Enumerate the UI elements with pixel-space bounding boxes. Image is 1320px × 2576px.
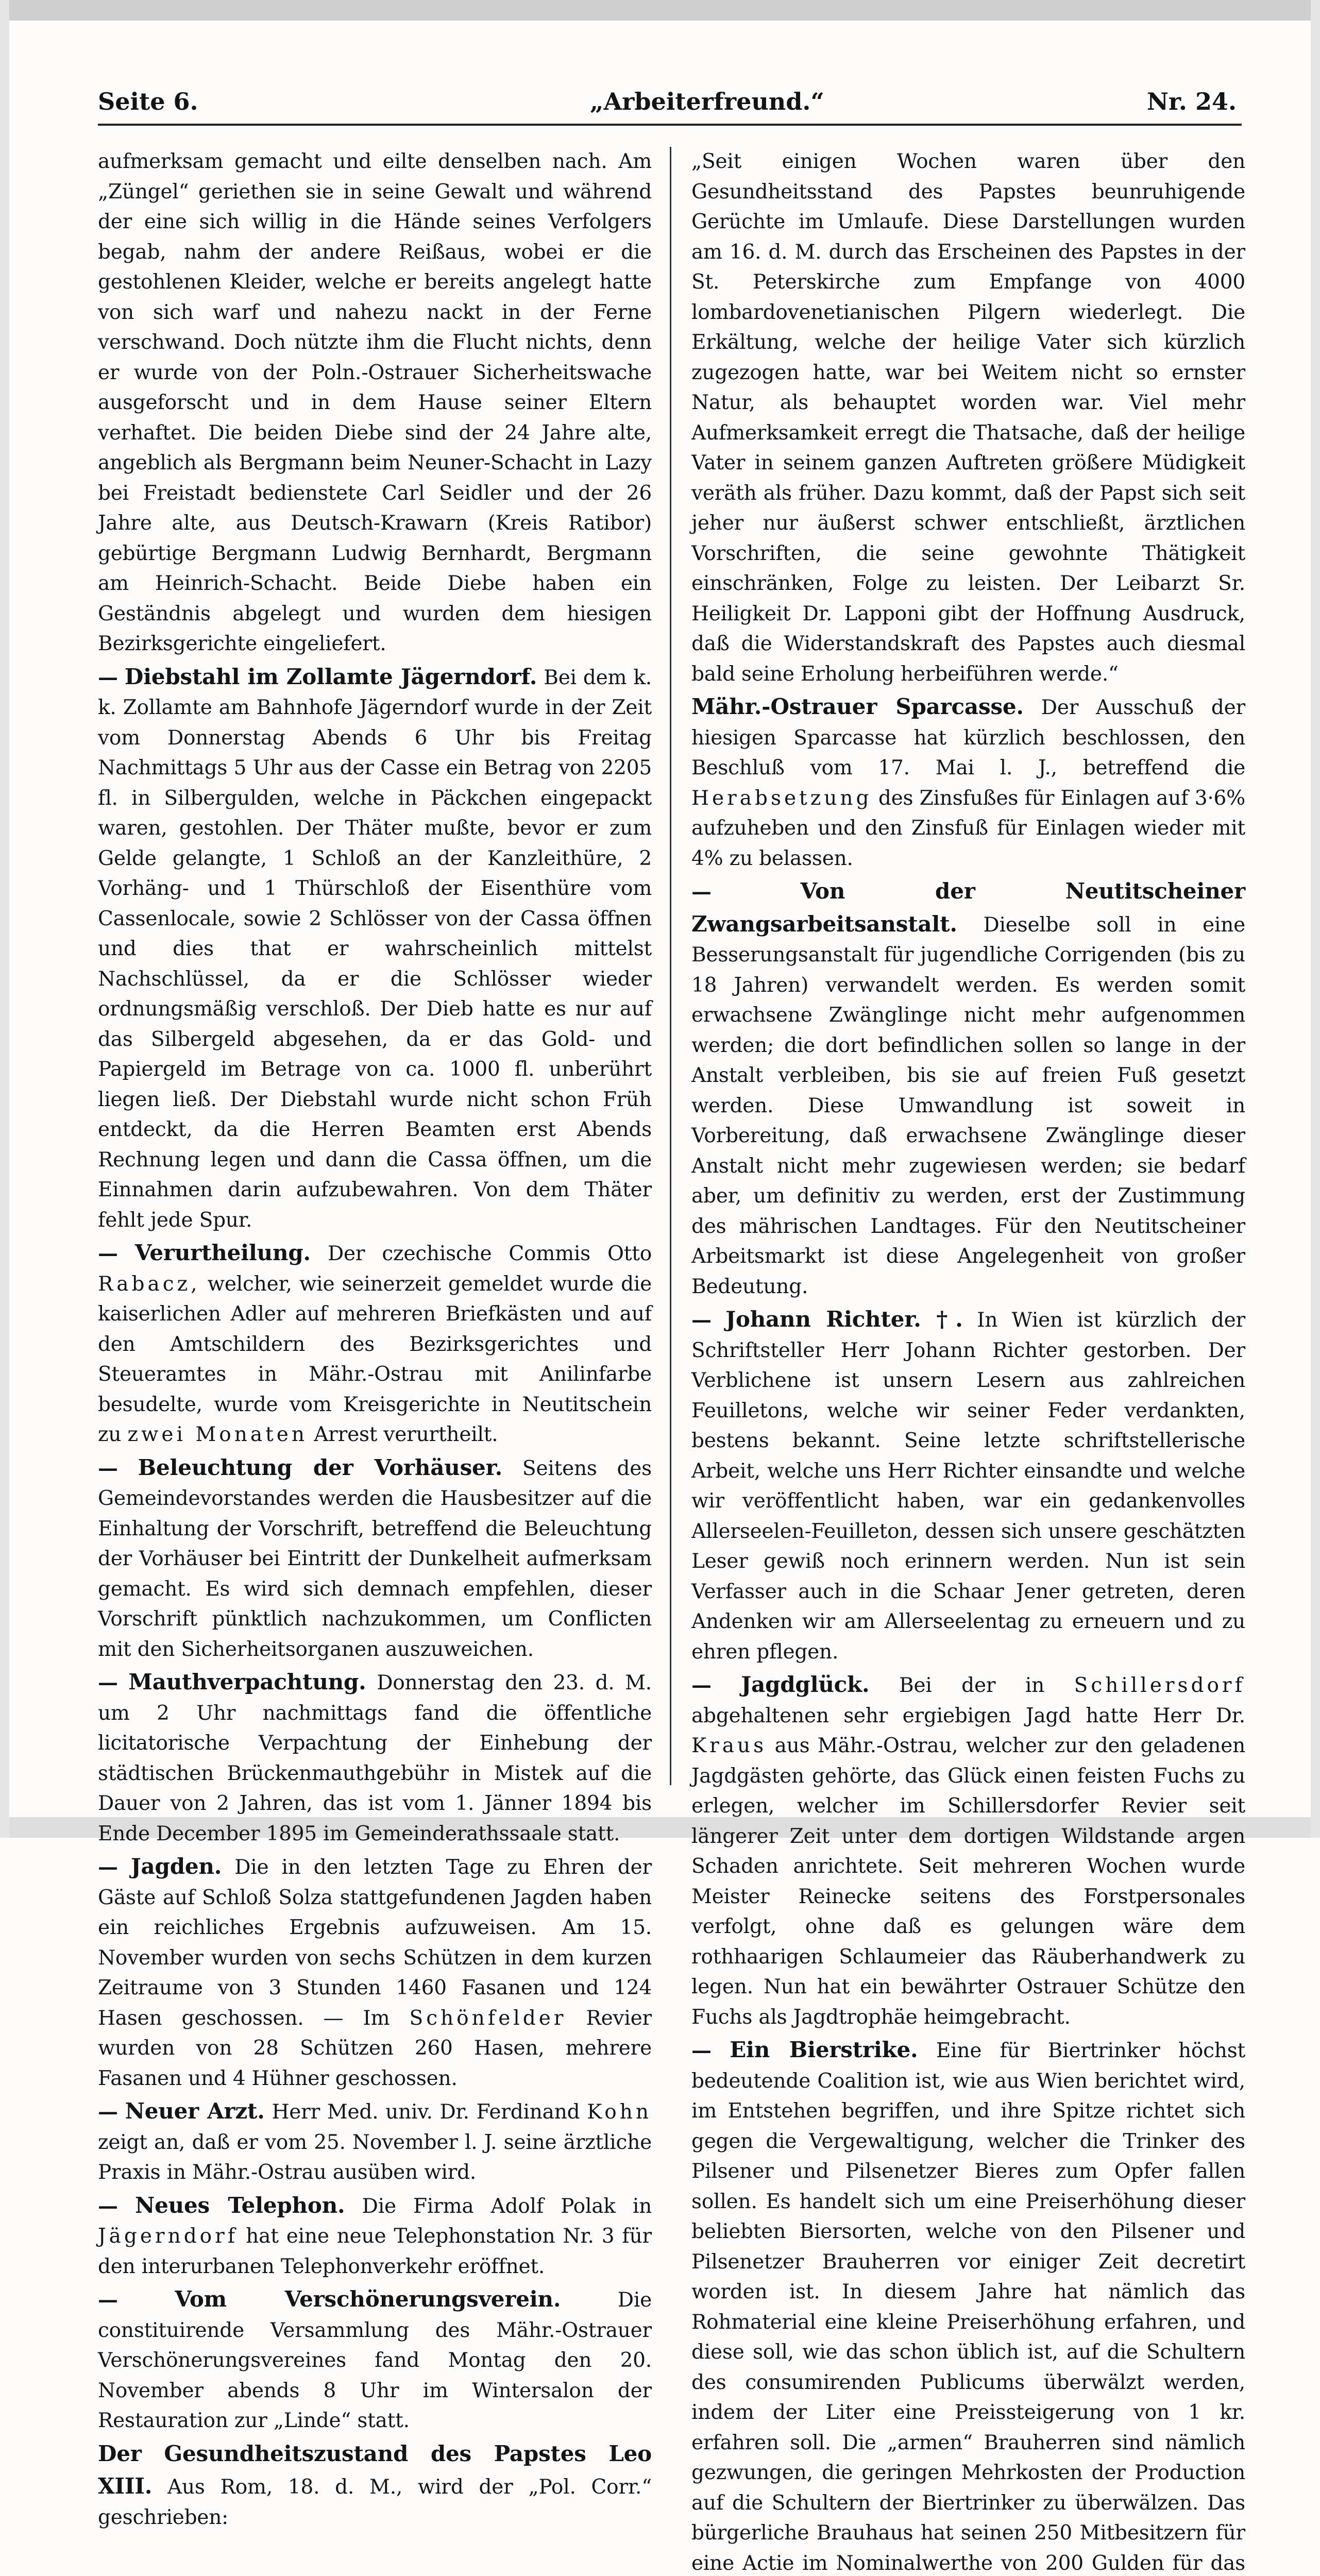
article-heading: Johann Richter. †. [725,1307,963,1332]
article-heading: Beleuchtung der Vorhäuser. [138,1454,503,1480]
article-hunting-luck: — Jagdglück. Bei der in Schillersdorf abgehaltenen sehr ergiebigen Jagd hatte Herr Dr. Kraus aus Mähr.-Ostrau, welcher zur den geladenen Jagdgästen gehörte, das Glück einen feisten Fuchs zu erlegen, welcher im Schillersdorfer Revier seit längerer Zeit unter dem dortigen Wildstande argen Schaden anrichtete. Seit mehreren Wochen wurde Meister Reinecke seitens des Forstpersonales verfolgt, ohne daß es gelungen wäre dem rothhaarigen Schlaumeier das Räuberhandwerk zu legen. Nun hat ein bewährter Ostrauer Schütze den Fuchs als Jagdtrophäe heimgebracht. [691,1672,1245,2029]
article-heading: Mähr.-Ostrauer Sparcasse. [691,694,1024,719]
article-hunts: — Jagden. Die in den letzten Tage zu Ehren der Gäste auf Schloß Solza stattgefundenen Jagden haben ein reichliches Ergebnis aufzuweisen. Am 15. November wurden von sechs Schützen in dem kurzen Zeitraume von 3 Stunden 1460 Fasanen und 124 Hasen geschossen. — Im Schönfelder Revier wurden von 28 Schützen 260 Hasen, mehrere Fasanen und 4 Hühner geschossen. [98,1854,652,2090]
article-text: Seitens des Gemeindevorstandes werden die Hausbesitzer auf die Einhaltung der Vorschrift, betreffend die Beleuchtung der Vorhäuser bei Eintritt der Dunkelheit aufmerksam gemacht. Es wird sich demnach empfehlen, dieser Vorschrift pünktlich nachzukommen, um Conflicten mit den Sicherheitsorganen auszuweichen. [98,1456,652,1661]
left-column [98,147,652,2529]
article-heading: Diebstahl im Zollamte Jägerndorf. [124,664,537,689]
page-number: Seite 6. [98,88,198,115]
page-header [98,88,1237,124]
issue-number: Nr. 24. [1146,88,1237,115]
article-theft-jaegerndorf: — Diebstahl im Zollamte Jägerndorf. Bei dem k. k. Zollamte am Bahnhofe Jägerndorf wurde in der Zeit vom Donnerstag Abends 6 Uhr bis Freitag Nachmittags 5 Uhr aus der Casse ein Betrag von 2205 fl. in Silbergulden, welche in Päckchen eingepackt waren, gestohlen. Der Thäter mußte, bevor er zum Gelde gelangte, 1 Schloß an der Kanzleithüre, 2 Vorhäng- und 1 Thürschloß der Eisenthüre vom Cassenlocale, sowie 2 Schlösser von der Cassa öffnen und dies that er wahrscheinlich mittelst Nachschlüssel, da er die Schlösser wieder ordnungsmäßig verschloß. Der Dieb hatte es nur auf das Silbergeld abgesehen, da er das Gold- und Papiergeld im Betrage von ca. 1000 fl. unberührt liegen ließ. Der Diebstahl wurde nicht schon Früh entdeckt, da die Herren Beamten erst Abends Rechnung legen und dann die Cassa öffnen, um die Einnahmen darin aufzubewahren. Von dem Thäter fehlt jede Spur. [98,664,652,1232]
article-text: aufmerksam gemacht und eilte denselben nach. Am „Züngel“ geriethen sie in seine Gewalt und während der eine sich willig in die Hände seines Verfolgers begab, nahm der andere Reißaus, wobei er die gestohlenen Kleider, welche er bereits angelegt hatte von sich warf und nahezu nackt in der Ferne verschwand. Doch nützte ihm die Flucht nichts, denn er wurde von der Poln.-Ostrauer Sicherheitswache ausgeforscht und in dem Hause seiner Eltern verhaftet. Die beiden Diebe sind der 24 Jahre alte, angeblich als Bergmann beim Neuner-Schacht in Lazy bei Freistadt bedienstete Carl Seidler und der 26 Jahre alte, aus Deutsch-Krawarn (Kreis Ratibor) gebürtige Bergmann Ludwig Bernhardt, Bergmann am Heinrich-Schacht. Beide Diebe haben ein Geständnis abgelegt und wurden dem hiesigen Bezirksgerichte eingeliefert. [98,150,652,655]
article-johann-richter: — Johann Richter. †. In Wien ist kürzlich der Schriftsteller Herr Johann Richter gestorben. Der Verblichene ist unsern Lesern aus zahlreichen Feuilletons, welche wir seiner Feder verdankten, bestens bekannt. Seine letzte schriftstellerische Arbeit, welche uns Herr Richter einsandte und welche wir veröffentlicht haben, war ein gedankenvolles Allerseelen-Feuilleton, dessen sich unsere geschätzten Leser gewiß noch erinnern werden. Nun ist sein Verfasser auch in die Schaar Jener getreten, deren Andenken wir am Allerseelentag zu erneuern und zu ehren pflegen. [691,1307,1246,1664]
article-new-telephone: — Neues Telephon. Die Firma Adolf Polak in Jägerndorf hat eine neue Telephonstation Nr. 3 für den interurbanen Telephonverkehr eröffnet. [98,2192,652,2278]
article-text: Eine für Biertrinker höchst bedeutende Coalition ist, wie aus Wien berichtet wird, im Entstehen begriffen, und ihre Spitze richtet sich gegen die Vergewaltigung, welcher die Trinker des Pilsener und Pilsenetzer Bieres zum Opfer fallen sollen. Es handelt sich um eine Preiserhöhung dieser beliebten Biersorten, welche von den Pilsener und Pilsenetzer Brauherren vor einiger Zeit decretirt worden ist. In diesem Jahre hat nämlich das Rohmaterial eine kleine Preiserhöhung erfahren, und diese soll, wie das schon üblich ist, auf die Schultern des consumirenden Publicums überwälzt werden, indem der Liter eine Preissteigerung von 1 kr. erfahren soll. Die „armen“ Brauherren sind nämlich gezwungen, die geringen Mehrkosten der Production auf die Schultern der Biertrinker zu überwälzen. Das bürgerliche Brauhaus hat seinen 250 Mitbesitzern für eine Actie im Nominalwerthe von 200 Gulden für das [691,2039,1245,2575]
article-verdict: — Verurtheilung. Der czechische Commis Otto Rabacz, welcher, wie seinerzeit gemeldet wurde die kaiserlichen Adler auf mehreren Briefkästen und auf den Amtschildern des Bezirksgerichtes und Steueramtes in Mähr.-Ostrau mit Anilinfarbe besudelte, wurde vom Kreisgerichte in Neutitschein zu zwei Monaten Arrest verurtheilt. [98,1240,652,1446]
article-text: Dieselbe soll in eine Besserungsanstalt für jugendliche Corrigenden (bis zu 18 Jahren) verwandelt werden. Es werden somit erwachsene Zwänglinge nicht mehr aufgenommen werden; die dort befindlichen sollen so lange in der Anstalt verbleiben, bis sie auf freien Fuß gesetzt werden. Diese Umwandlung ist soweit in Vorbereitung, daß erwachsene Zwänglinge dieser Anstalt nicht mehr zugewiesen werden; sie bedarf aber, um definitiv zu werden, erst der Zustimmung des mährischen Landtages. Für den Neutitscheiner Arbeitsmarkt ist diese Angelegenheit von großer Bedeutung. [691,913,1245,1298]
article-heading: Mauthverpachtung. [128,1669,366,1694]
article-new-doctor: — Neuer Arzt. Herr Med. univ. Dr. Ferdinand Kohn zeigt an, daß er vom 25. November l. J. seine ärztliche Praxis in Mähr.-Ostrau ausüben wird. [98,2098,652,2184]
article-heading: Vom Verschönerungsverein. [175,2286,561,2312]
article-savings-bank: Mähr.-Ostrauer Sparcasse. Der Ausschuß der hiesigen Sparcasse hat kürzlich beschlossen, den Beschluß vom 17. Mai l. J., betreffend die Herabsetzung des Zinsfußes für Einlagen auf 3·6% aufzuheben und den Zinsfuß für Einlagen wieder mit 4% zu belassen. [691,694,1245,870]
article-beautification-club: — Vom Verschönerungsverein. Die constituirende Versammlung des Mähr.-Ostrauer Verschönerungsvereines fand Montag den 20. November abends 8 Uhr im Wintersalon der Restauration zur „Linde“ statt. [98,2286,652,2432]
right-column [691,147,1246,2575]
scan-border-right [1311,0,1320,1838]
article-heading: Verurtheilung. [134,1240,311,1265]
article-text: Aus Rom, 18. d. M., wird der „Pol. Corr.“ geschrieben: [98,2476,652,2529]
article-pope-health [98,2437,652,2533]
newspaper-title: „Arbeiterfreund.“ [590,88,824,115]
article-heading: Jagden. [130,1854,222,1879]
header-rule [98,124,1242,126]
scan-border-left [0,0,9,1838]
article-workhouse: — Von der Neutitscheiner Zwangsarbeitsanstalt. Dieselbe soll in eine Besserungsanstalt für jugendliche Corrigenden (bis zu 18 Jahren) verwandelt werden. Es werden somit erwachsene Zwänglinge nicht mehr aufgenommen werden; die dort befindlichen sollen so lange in der Anstalt verbleiben, bis sie auf freien Fuß gesetzt werden. Diese Umwandlung ist soweit in Vorbereitung, daß erwachsene Zwänglinge dieser Anstalt nicht mehr zugewiesen werden; sie bedarf aber, um definitiv zu werden, erst der Zustimmung des mährischen Landtages. Für den Neutitscheiner Arbeitsmarkt ist diese Angelegenheit von großer Bedeutung. [691,878,1245,1298]
article-text: In Wien ist kürzlich der Schriftsteller Herr Johann Richter gestorben. Der Verblichene ist unsern Lesern aus zahlreichen Feuilletons, welche wir seiner Feder verdankten, bestens bekannt. Seine letzte schriftstellerische Arbeit, welche uns Herr Richter einsandte und welche wir veröffentlicht haben, war ein gedankenvolles Allerseelen-Feuilleton, dessen sich unsere geschätzten Leser gewiß noch erinnern werden. Nun ist sein Verfasser auch in die Schaar Jener getreten, deren Andenken wir am Allerseelentag zu erneuern und zu ehren pflegen. [691,1309,1246,1664]
article-heading: Von der Neutitscheiner Zwangsarbeitsanstalt. [691,878,1245,937]
article-heading: Jagdglück. [741,1672,870,1697]
column-divider [670,147,671,1785]
article-heading: Neuer Arzt. [125,2098,265,2124]
article-text: Bei dem k. k. Zollamte am Bahnhofe Jägerndorf wurde in der Zeit vom Donnerstag Abends 6 Uhr bis Freitag Nachmittags 5 Uhr aus der Casse ein Betrag von 2205 fl. in Silbergulden, welche in Päckchen eingepackt waren, gestohlen. Der Thäter mußte, bevor er zum Gelde gelangte, 1 Schloß an der Kanzleithüre, 2 Vorhäng- und 1 Thürschloß der Eisenthüre vom Cassenlocale, sowie 2 Schlösser von der Cassa öffnen und dies that er wahrscheinlich mittelst Nachschlüssel, da er die Schlösser wieder ordnungsmäßig verschloß. Der Dieb hatte es nur auf das Silbergeld abgesehen, da er das Gold- und Papiergeld im Betrage von ca. 1000 fl. unberührt liegen ließ. Der Diebstahl wurde nicht schon Früh entdeckt, da die Herren Beamten erst Abends Rechnung legen und dann die Cassa öffnen, um die Einnahmen darin aufzubewahren. Von dem Thäter fehlt jede Spur. [98,666,652,1232]
article-text: Die constituirende Versammlung des Mähr.-Ostrauer Verschönerungsvereines fand Montag den 20. November abends 8 Uhr im Wintersalon der Restauration zur „Linde“ statt. [98,2289,652,2432]
article-heading: Der Gesundheitszustand des Papstes Leo XIII. [98,2441,652,2499]
article-heading: Ein Bierstrike. [730,2037,918,2062]
article-heading: Neues Telephon. [134,2192,345,2218]
article-toll-lease: — Mauthverpachtung. Donnerstag den 23. d. M. um 2 Uhr nachmittags fand die öffentliche licitatorische Verpachtung der Einhebung der städtischen Brückenmauthgebühr in Mistek auf die Dauer von 2 Jahren, das ist vom 1. Jänner 1894 bis Ende December 1895 im Gemeinderathssaale statt. [98,1669,652,1845]
article-beer-strike: — Ein Bierstrike. Eine für Biertrinker höchst bedeutende Coalition ist, wie aus Wien berichtet wird, im Entstehen begriffen, und ihre Spitze richtet sich gegen die Vergewaltigung, welcher die Trinker des Pilsener und Pilsenetzer Bieres zum Opfer fallen sollen. Es handelt sich um eine Preiserhöhung dieser beliebten Biersorten, welche von den Pilsener und Pilsenetzer Brauherren vor einiger Zeit decretirt worden ist. In diesem Jahre hat nämlich das Rohmaterial eine kleine Preiserhöhung erfahren, und diese soll, wie das schon üblich ist, auf die Schultern des consumirenden Publicums überwälzt werden, indem der Liter eine Preissteigerung von 1 kr. erfahren soll. Die „armen“ Brauherren sind nämlich gezwungen, die geringen Mehrkosten der Production auf die Schultern der Biertrinker zu überwälzen. Das bürgerliche Brauhaus hat seinen 250 Mitbesitzern für eine Actie im Nominalwerthe von 200 Gulden für das [691,2033,1245,2576]
article-text: „Seit einigen Wochen waren über den Gesundheitsstand des Papstes beunruhigende Gerüchte im Umlaufe. Diese Darstellungen wurden am 16. d. M. durch das Erscheinen des Papstes in der St. Peterskirche zum Empfange von 4000 lombardovenetianischen Pilgern wiederlegt. Die Erkältung, welche der heilige Vater sich kürzlich zugezogen hatte, war bei Weitem nicht so ernster Natur, als behauptet worden war. Viel mehr Aufmerksamkeit erregt die Thatsache, daß der heilige Vater in seinem ganzen Auftreten größere Müdigkeit veräth als früher. Dazu kommt, daß der Papst sich seit jeher nur äußerst schwer entschließt, ärztlichen Vorschriften, die seine gewohnte Thätigkeit einschränken, Folge zu leisten. Der Leibarzt Sr. Heiligkeit Dr. Lapponi gibt der Hoffnung Ausdruck, daß die Widerstandskraft des Papstes auch diesmal bald seine Erholung herbeiführen werde.“ [691,150,1245,686]
article-lighting: — Beleuchtung der Vorhäuser. Seitens des Gemeindevorstandes werden die Hausbesitzer auf die Einhaltung der Vorschrift, betreffend die Beleuchtung der Vorhäuser bei Eintritt der Dunkelheit aufmerksam gemacht. Es wird sich demnach empfehlen, dieser Vorschrift pünktlich nachzukommen, um Conflicten mit den Sicherheitsorganen auszuweichen. [98,1454,652,1661]
scan-border-top [0,0,1320,21]
article-text: Donnerstag den 23. d. M. um 2 Uhr nachmittags fand die öffentliche licitatorische Verpachtung der Einhebung der städtischen Brückenmauthgebühr in Mistek auf die Dauer von 2 Jahren, das ist vom 1. Jänner 1894 bis Ende December 1895 im Gemeinderathssaale statt. [98,1671,652,1845]
